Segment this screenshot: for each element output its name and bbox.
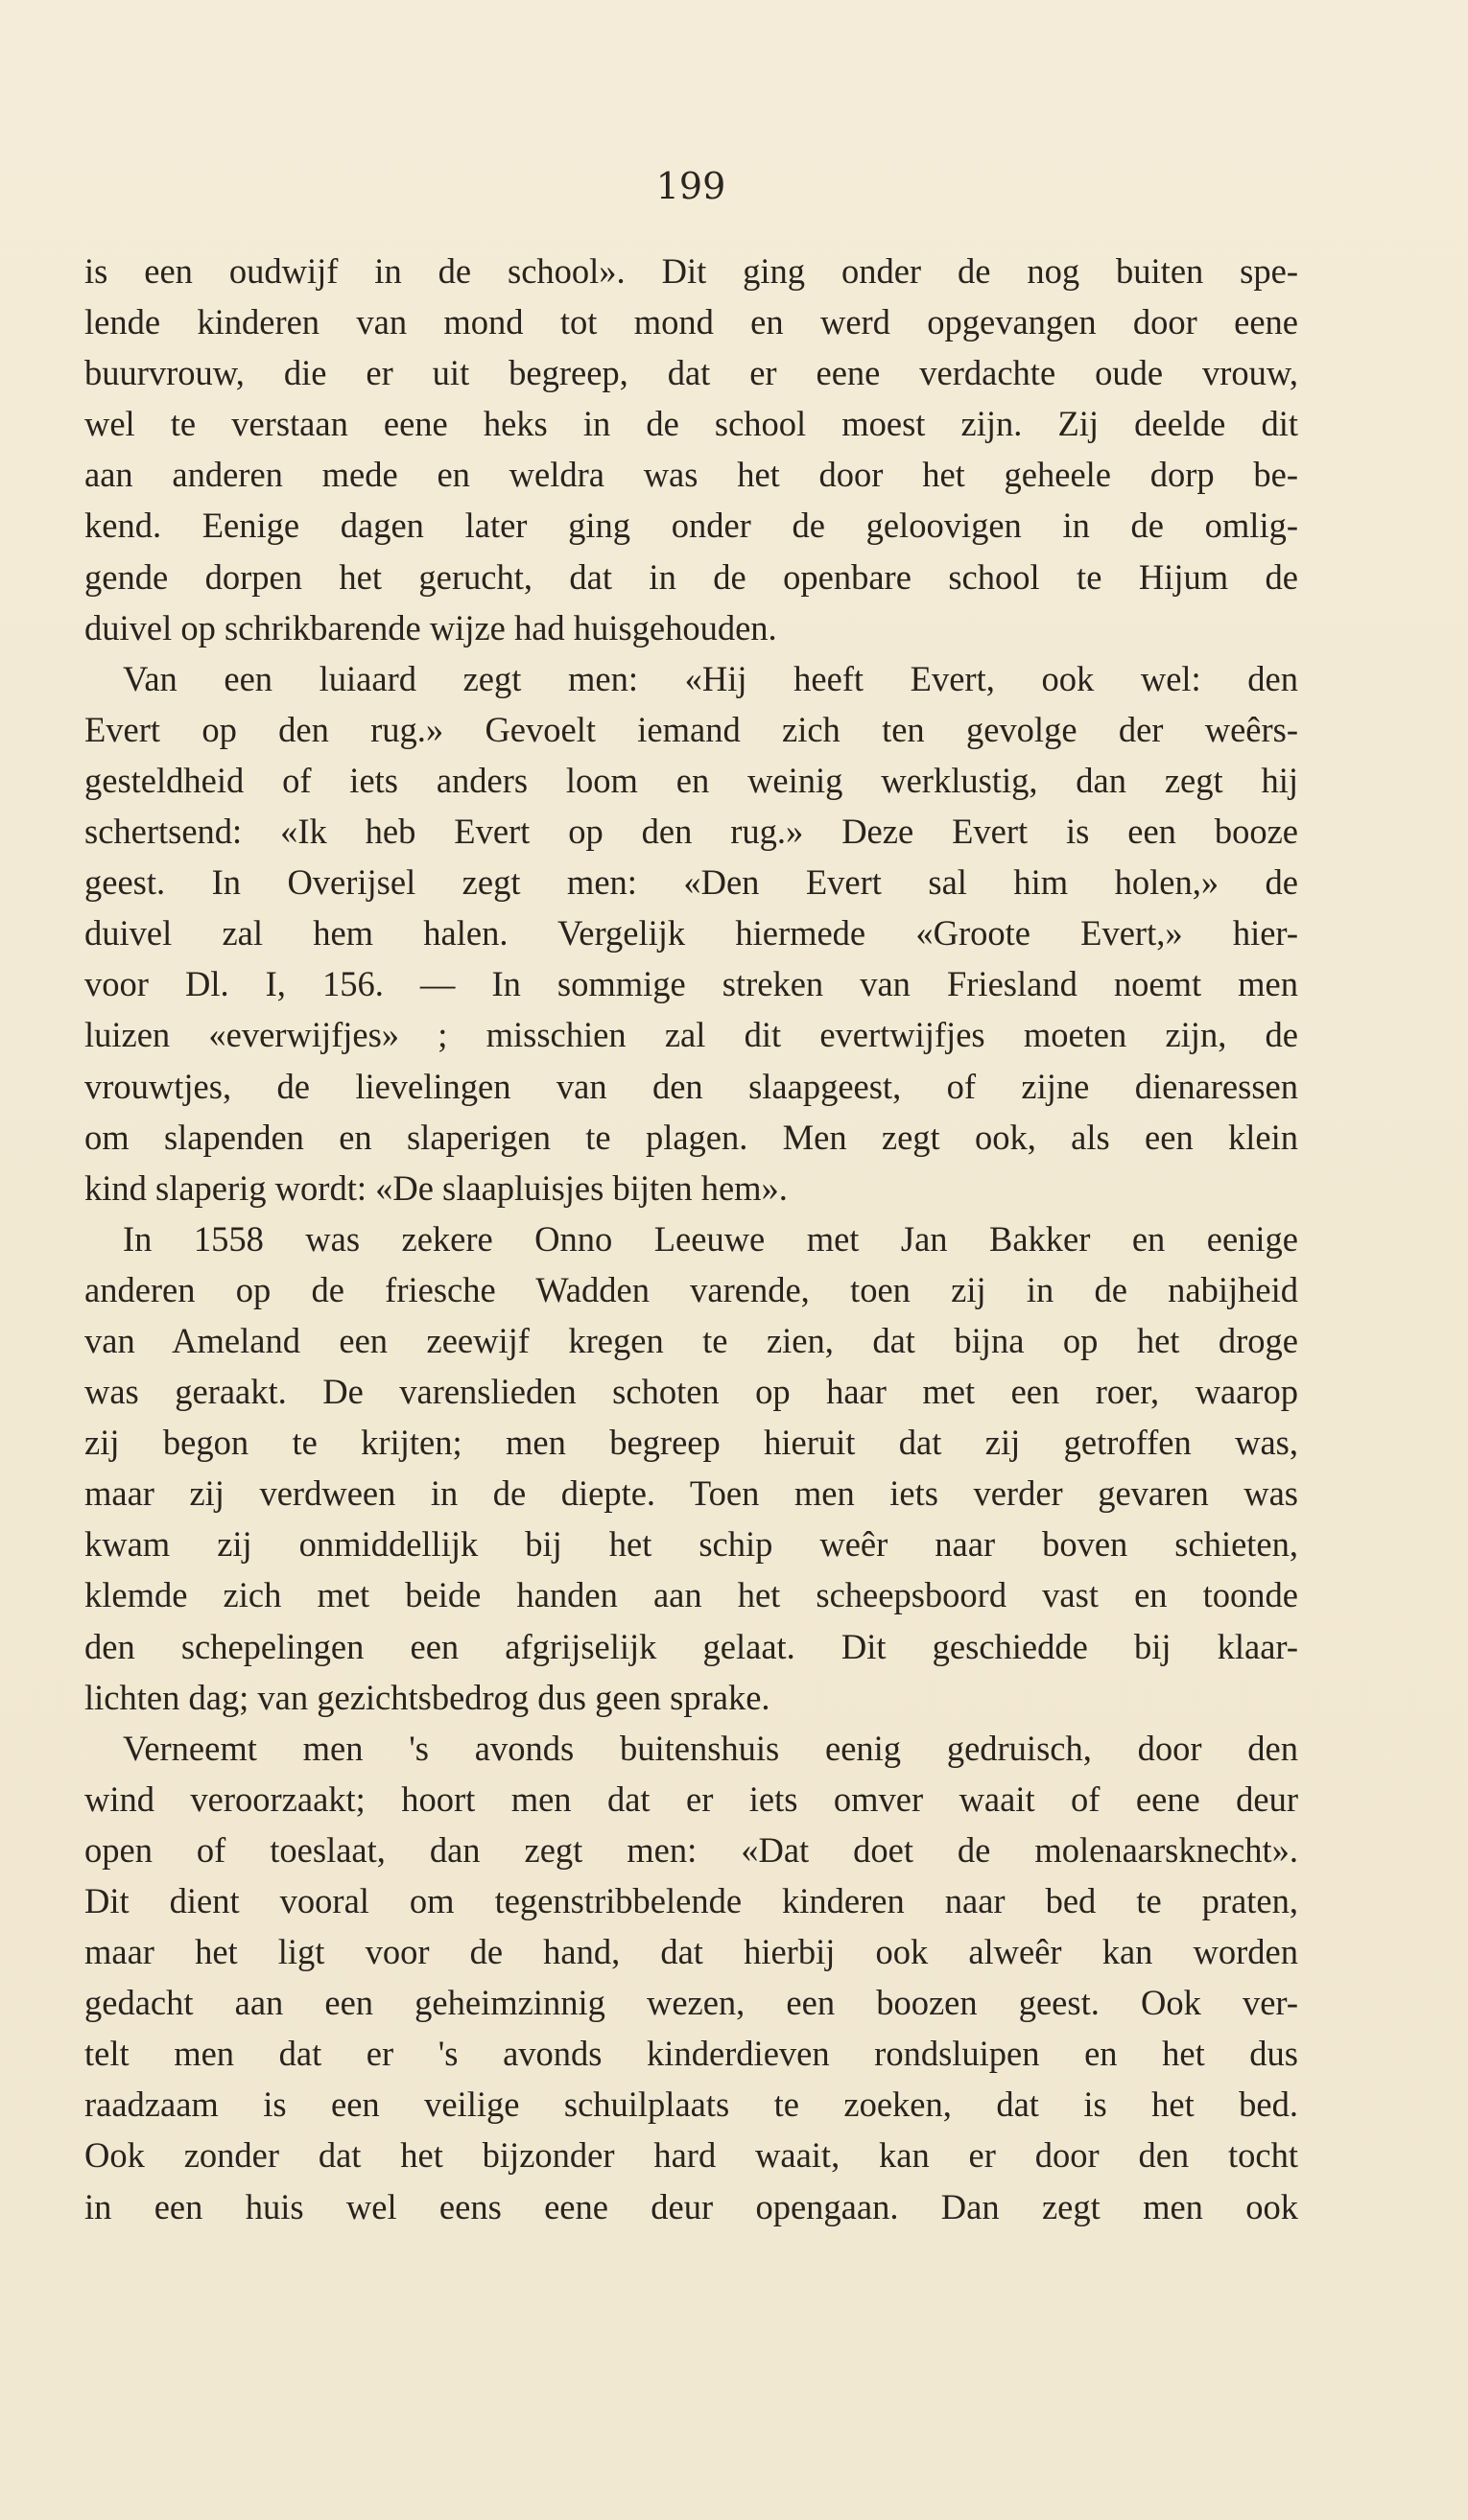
text-line: wel te verstaan eene heks in de school moest zijn. Zij deelde dit [84,404,1298,444]
text-line: gesteldheid of iets anders loom en weinig werklustig, dan zegt hij [84,760,1298,800]
text-line: is een oudwijf in de school». Dit ging onder de nog buiten spe- [84,251,1298,291]
text-line: den schepelingen een afgrijselijk gelaat. Dit geschiedde bij klaar- [84,1626,1298,1666]
text-line: anderen op de friesche Wadden varende, toen zij in de nabijheid [84,1269,1298,1309]
text-line: raadzaam is een veilige schuilplaats te zoeken, dat is het bed. [84,2084,1298,2125]
text-line: vrouwtjes, de lievelingen van den slaapgeest, of zijne dienaressen [84,1066,1298,1106]
paragraph-start-line: In 1558 was zekere Onno Leeuwe met Jan Bakker en eenige [123,1218,1298,1259]
text-line: was geraakt. De varenslieden schoten op haar met een roer, waarop [84,1372,1298,1412]
text-line: in een huis wel eens eene deur opengaan. Dan zegt men ook [84,2186,1298,2226]
page-number: 199 [655,165,726,207]
text-line: duivel zal hem halen. Vergelijk hiermede «Groote Evert,» hier- [84,913,1298,954]
text-line: gende dorpen het gerucht, dat in de openbare school te Hijum de [84,556,1298,597]
text-line: aan anderen mede en weldra was het door het geheele dorp be- [84,455,1298,495]
text-line: klemde zich met beide handen aan het scheepsboord vast en toonde [84,1575,1298,1615]
text-line: duivel op schrikbarende wijze had huisgehouden. [84,607,777,648]
text-line: telt men dat er 's avonds kinderdieven rondsluipen en het dus [84,2034,1298,2074]
text-line: Ook zonder dat het bijzonder hard waait, kan er door den tocht [84,2135,1298,2176]
text-line: lende kinderen van mond tot mond en werd opgevangen door eene [84,302,1298,342]
text-line: zij begon te krijten; men begreep hieruit dat zij getroffen was, [84,1423,1298,1463]
text-line: kend. Eenige dagen later ging onder de geloovigen in de omlig- [84,506,1298,546]
text-line: maar zij verdween in de diepte. Toen men iets verder gevaren was [84,1473,1298,1514]
text-line: voor Dl. I, 156. — In sommige streken van Friesland noemt men [84,964,1298,1004]
text-line: om slapenden en slaperigen te plagen. Men zegt ook, als een klein [84,1117,1298,1157]
text-line: Dit dient vooral om tegenstribbelende kinderen naar bed te praten, [84,1881,1298,1920]
text-line: wind veroorzaakt; hoort men dat er iets omver waait of eene deur [84,1778,1298,1819]
text-line: Evert op den rug.» Gevoelt iemand zich ten gevolge der weêrs- [84,709,1298,749]
text-line: schertsend: «Ik heb Evert op den rug.» Deze Evert is een booze [84,812,1298,852]
text-line: kwam zij onmiddellijk bij het schip weêr naar boven schieten, [84,1524,1298,1565]
text-line: maar het ligt voor de hand, dat hierbij ook alweêr kan worden [84,1932,1298,1972]
text-line: luizen «everwijfjes» ; misschien zal dit evertwijfjes moeten zijn, de [84,1015,1298,1055]
text-line: kind slaperig wordt: «De slaapluisjes bijten hem». [84,1167,788,1208]
paragraph-start-line: Van een luiaard zegt men: «Hij heeft Evert, ook wel: den [123,658,1298,698]
text-line: buurvrouw, die er uit begreep, dat er eene verdachte oude vrouw, [84,353,1298,393]
text-line: lichten dag; van gezichtsbedrog dus geen sprake. [84,1677,770,1717]
text-line: open of toeslaat, dan zegt men: «Dat doet de molenaarsknecht». [84,1829,1298,1870]
text-line: van Ameland een zeewijf kregen te zien, dat bijna op het droge [84,1320,1298,1360]
paragraph-start-line: Verneemt men 's avonds buitenshuis eenig gedruisch, door den [123,1728,1298,1768]
text-line: gedacht aan een geheimzinnig wezen, een boozen geest. Ook ver- [84,1983,1298,2023]
body-text [84,246,1298,2232]
text-line: geest. In Overijsel zegt men: «Den Evert sal him holen,» de [84,862,1298,903]
